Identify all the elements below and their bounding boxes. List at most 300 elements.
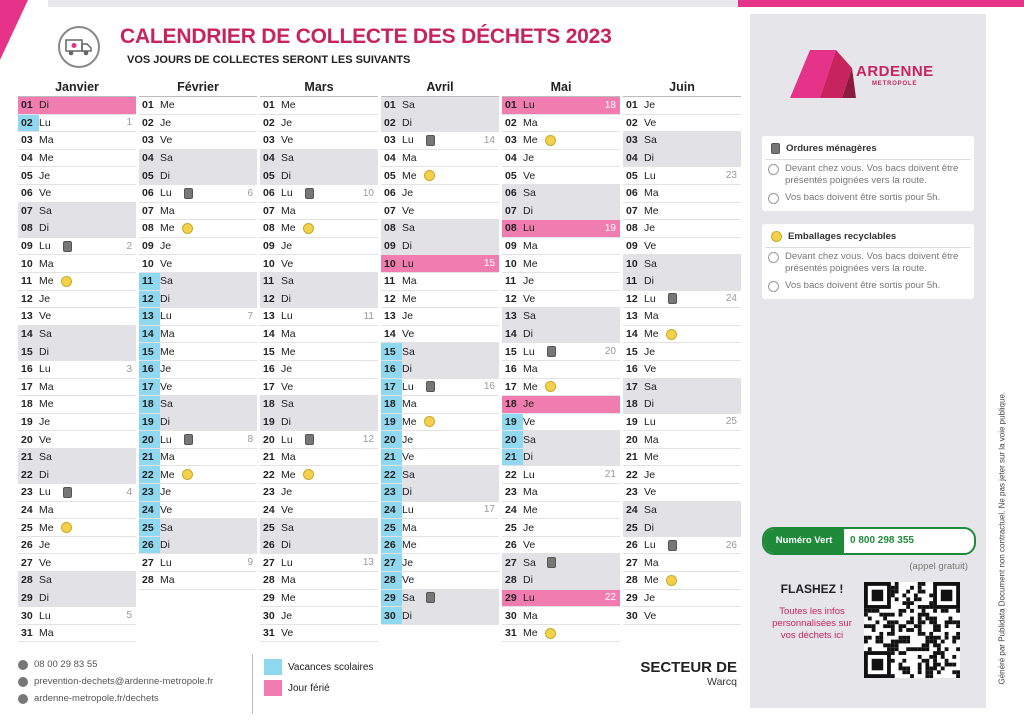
page-title: CALENDRIER DE COLLECTE DES DÉCHETS 2023 <box>120 25 612 48</box>
day-number: 07 <box>384 204 396 217</box>
recycle-bin-icon <box>303 223 314 234</box>
day-number: 18 <box>626 398 638 411</box>
recycle-bin-icon <box>545 628 556 639</box>
day-name: Me <box>644 451 659 464</box>
day-name: Je <box>281 116 293 129</box>
day-number: 21 <box>502 449 523 466</box>
day-name: Ma <box>402 152 417 165</box>
day-name: Ma <box>281 204 296 217</box>
day-number: 12 <box>263 292 275 305</box>
day-number: 25 <box>263 521 275 534</box>
day-number: 17 <box>381 379 402 396</box>
day-name: Ve <box>402 328 415 341</box>
day-row <box>381 343 499 361</box>
day-number: 14 <box>139 326 160 343</box>
day-number: 26 <box>505 539 517 552</box>
day-number: 20 <box>381 431 402 448</box>
day-number: 21 <box>381 449 402 466</box>
flash-text: Toutes les infos personnalisées sur vos déchets ici <box>772 606 852 641</box>
day-row <box>502 273 620 291</box>
day-name: Ve <box>281 134 294 147</box>
day-number: 03 <box>142 134 154 147</box>
day-row <box>623 255 741 273</box>
day-name: Sa <box>644 257 657 270</box>
day-row <box>502 291 620 309</box>
day-row <box>381 449 499 467</box>
day-name: Lu <box>160 187 172 200</box>
trash-bin-icon <box>426 592 435 603</box>
day-number: 24 <box>626 503 638 516</box>
day-number: 18 <box>381 396 402 413</box>
day-name: Lu <box>281 556 293 569</box>
day-name: Ve <box>39 433 52 446</box>
day-number: 29 <box>263 591 275 604</box>
day-name: Lu <box>39 609 51 622</box>
week-number: 12 <box>362 434 374 446</box>
clock-icon <box>768 193 779 204</box>
day-number: 07 <box>263 204 275 217</box>
day-number: 26 <box>139 537 160 554</box>
day-row <box>381 220 499 238</box>
month-column <box>381 79 499 625</box>
day-name: Me <box>160 345 175 358</box>
day-name: Di <box>281 539 291 552</box>
day-number: 17 <box>505 380 517 393</box>
day-number: 13 <box>139 308 160 325</box>
day-number: 12 <box>505 292 517 305</box>
day-row <box>18 414 136 432</box>
day-row <box>139 273 257 291</box>
day-row <box>260 607 378 625</box>
day-name: Di <box>523 328 533 341</box>
week-number: 13 <box>362 557 374 569</box>
day-row <box>18 291 136 309</box>
day-name: Lu <box>402 257 414 270</box>
day-number: 16 <box>21 363 33 376</box>
day-name: Di <box>281 169 291 182</box>
card-om-title: Ordures ménagères <box>786 143 877 154</box>
day-row <box>623 238 741 256</box>
day-number: 01 <box>384 99 396 112</box>
day-name: Je <box>160 116 172 129</box>
day-row <box>18 396 136 414</box>
day-name: Ve <box>160 134 173 147</box>
week-number: 2 <box>126 240 132 252</box>
day-row <box>502 308 620 326</box>
day-row <box>260 167 378 185</box>
day-name: Sa <box>160 275 173 288</box>
recycle-bin-icon <box>61 276 72 287</box>
day-name: Ma <box>523 116 538 129</box>
day-number: 20 <box>626 433 638 446</box>
day-row <box>381 203 499 221</box>
day-number: 08 <box>505 222 517 235</box>
day-name: Lu <box>523 591 535 604</box>
numero-vert[interactable] <box>762 527 976 555</box>
trash-bin-icon <box>426 135 435 146</box>
ardenne-logo <box>790 50 934 105</box>
day-number: 12 <box>626 292 638 305</box>
day-name: Ma <box>402 521 417 534</box>
sidebar <box>750 14 986 708</box>
day-name: Ve <box>160 503 173 516</box>
day-name: Lu <box>402 380 414 393</box>
day-number: 06 <box>384 187 396 200</box>
day-number: 27 <box>142 556 154 569</box>
day-number: 07 <box>626 204 638 217</box>
numero-vert-label: Numéro Vert <box>764 529 844 553</box>
day-name: Je <box>402 556 414 569</box>
day-name: Di <box>644 521 654 534</box>
day-number: 24 <box>263 503 275 516</box>
day-number: 20 <box>139 431 160 448</box>
day-number: 12 <box>384 292 396 305</box>
day-number: 01 <box>626 99 638 112</box>
day-name: Je <box>39 292 51 305</box>
day-name: Je <box>281 240 293 253</box>
day-name: Me <box>402 292 417 305</box>
day-row <box>139 572 257 590</box>
day-row <box>502 326 620 344</box>
day-row <box>18 625 136 643</box>
week-number: 5 <box>126 610 132 622</box>
day-name: Sa <box>281 398 294 411</box>
day-row <box>139 379 257 397</box>
day-number: 24 <box>139 502 160 519</box>
legend-ferie: Jour férié <box>288 682 330 694</box>
day-row <box>260 132 378 150</box>
day-number: 01 <box>505 99 517 112</box>
day-number: 28 <box>505 574 517 587</box>
week-number: 6 <box>247 187 253 199</box>
day-row <box>381 484 499 502</box>
day-number: 04 <box>263 152 275 165</box>
day-row <box>139 132 257 150</box>
appel-gratuit: (appel gratuit) <box>909 561 968 572</box>
day-row <box>139 203 257 221</box>
day-number: 27 <box>505 556 517 569</box>
day-name: Ve <box>644 486 657 499</box>
day-row <box>18 361 136 379</box>
day-row <box>623 590 741 608</box>
day-name: Ma <box>39 134 54 147</box>
day-number: 16 <box>381 361 402 378</box>
day-name: Sa <box>402 222 415 235</box>
day-number: 20 <box>21 433 33 446</box>
day-name: Ma <box>39 380 54 393</box>
day-row <box>381 590 499 608</box>
day-name: Me <box>281 345 296 358</box>
day-name: Ve <box>160 380 173 393</box>
day-row <box>623 326 741 344</box>
day-number: 24 <box>381 502 402 519</box>
day-number: 16 <box>505 363 517 376</box>
day-name: Ma <box>644 187 659 200</box>
logo-sub: METROPOLE <box>872 81 918 87</box>
day-row <box>18 343 136 361</box>
day-row <box>381 238 499 256</box>
day-row <box>381 414 499 432</box>
day-row <box>139 554 257 572</box>
day-row <box>381 519 499 537</box>
day-number: 05 <box>626 169 638 182</box>
recycle-bin-icon <box>666 329 677 340</box>
day-name: Ve <box>281 503 294 516</box>
day-number: 19 <box>381 414 402 431</box>
day-row <box>623 167 741 185</box>
phone-icon <box>18 660 28 670</box>
day-number: 19 <box>502 414 523 431</box>
day-row <box>623 519 741 537</box>
day-name: Sa <box>644 503 657 516</box>
day-row <box>381 554 499 572</box>
footer-phone[interactable]: 08 00 29 83 55 <box>34 659 98 670</box>
week-number: 14 <box>483 134 495 146</box>
day-number: 12 <box>21 292 33 305</box>
week-number: 15 <box>483 258 495 270</box>
day-name: Di <box>402 240 412 253</box>
day-row <box>623 361 741 379</box>
day-row <box>18 203 136 221</box>
day-row <box>139 115 257 133</box>
day-row <box>260 115 378 133</box>
flash-title: FLASHEZ ! <box>780 582 844 596</box>
week-number: 3 <box>126 363 132 375</box>
day-number: 22 <box>139 466 160 483</box>
week-number: 24 <box>725 293 737 305</box>
day-number: 03 <box>505 134 517 147</box>
day-name: Ve <box>402 204 415 217</box>
day-name: Ma <box>160 451 175 464</box>
day-row <box>381 537 499 555</box>
week-number: 26 <box>725 539 737 551</box>
day-number: 06 <box>626 187 638 200</box>
day-number: 13 <box>21 310 33 323</box>
day-name: Je <box>523 152 535 165</box>
day-name: Di <box>160 292 170 305</box>
day-number: 18 <box>505 398 517 411</box>
day-row <box>502 625 620 643</box>
day-row <box>260 238 378 256</box>
day-name: Ma <box>402 398 417 411</box>
day-number: 02 <box>505 116 517 129</box>
day-row <box>260 502 378 520</box>
day-number: 22 <box>263 468 275 481</box>
footer-web[interactable]: ardenne-metropole.fr/dechets <box>34 693 159 704</box>
card-em-title: Emballages recyclables <box>788 231 897 242</box>
day-number: 09 <box>263 240 275 253</box>
numero-vert-value: 0 800 298 355 <box>850 535 914 546</box>
day-number: 09 <box>142 240 154 253</box>
day-row <box>623 291 741 309</box>
day-number: 11 <box>626 275 638 288</box>
day-name: Di <box>39 99 49 112</box>
day-number: 16 <box>626 363 638 376</box>
day-name: Ve <box>39 310 52 323</box>
day-row <box>623 607 741 625</box>
day-name: Je <box>644 99 656 112</box>
footer-email[interactable]: prevention-dechets@ardenne-metropole.fr <box>34 676 214 687</box>
day-number: 09 <box>505 240 517 253</box>
day-row <box>18 484 136 502</box>
day-row <box>502 203 620 221</box>
corner-decoration <box>0 0 28 60</box>
side-vertical-text <box>992 330 1012 690</box>
day-row <box>260 220 378 238</box>
card-em-line2: Vos bacs doivent être sortis pour 5h. <box>785 280 941 291</box>
day-number: 27 <box>381 554 402 571</box>
day-name: Ma <box>644 556 659 569</box>
trash-bin-icon <box>668 540 677 551</box>
day-name: Je <box>644 222 656 235</box>
day-number: 09 <box>384 240 396 253</box>
day-row <box>623 308 741 326</box>
day-name: Ve <box>523 292 536 305</box>
day-row <box>18 132 136 150</box>
day-number: 26 <box>263 539 275 552</box>
day-row <box>18 379 136 397</box>
day-name: Ma <box>39 503 54 516</box>
day-row <box>502 431 620 449</box>
day-number: 23 <box>21 486 33 499</box>
secteur-value: Warcq <box>707 676 737 688</box>
recycle-bin-icon <box>424 416 435 427</box>
day-number: 19 <box>139 414 160 431</box>
legend-swatch-ferie <box>264 680 282 696</box>
day-name: Ma <box>281 574 296 587</box>
day-name: Me <box>644 574 659 587</box>
secteur <box>640 659 737 688</box>
day-row <box>381 326 499 344</box>
day-name: Sa <box>402 345 415 358</box>
day-name: Lu <box>523 345 535 358</box>
day-row <box>502 414 620 432</box>
day-number: 28 <box>263 574 275 587</box>
day-row <box>260 431 378 449</box>
day-number: 06 <box>21 187 33 200</box>
day-name: Ve <box>281 380 294 393</box>
day-row <box>139 519 257 537</box>
day-number: 07 <box>21 204 33 217</box>
week-number: 9 <box>247 557 253 569</box>
day-row <box>18 502 136 520</box>
month-column <box>502 79 620 642</box>
day-name: Di <box>402 363 412 376</box>
clock-icon <box>768 281 779 292</box>
week-number: 8 <box>247 434 253 446</box>
day-number: 25 <box>381 519 402 536</box>
day-number: 05 <box>263 169 275 182</box>
day-number: 22 <box>626 468 638 481</box>
day-number: 15 <box>263 345 275 358</box>
day-row <box>623 203 741 221</box>
day-number: 27 <box>21 556 33 569</box>
day-row <box>623 220 741 238</box>
day-number: 15 <box>21 345 33 358</box>
day-row <box>18 167 136 185</box>
day-row <box>623 431 741 449</box>
day-name: Je <box>402 310 414 323</box>
day-number: 07 <box>505 204 517 217</box>
day-number: 28 <box>626 574 638 587</box>
day-number: 11 <box>21 275 33 288</box>
day-name: Ve <box>523 169 536 182</box>
day-row <box>139 185 257 203</box>
day-number: 15 <box>626 345 638 358</box>
day-number: 19 <box>21 415 33 428</box>
day-row <box>623 466 741 484</box>
day-row <box>623 132 741 150</box>
qr-code[interactable] <box>864 582 960 678</box>
day-number: 23 <box>139 484 160 501</box>
day-number: 01 <box>263 99 275 112</box>
day-row <box>502 115 620 133</box>
day-name: Ve <box>523 539 536 552</box>
day-row <box>260 150 378 168</box>
day-row <box>260 308 378 326</box>
day-row <box>139 291 257 309</box>
day-name: Ma <box>160 328 175 341</box>
day-number: 28 <box>142 574 154 587</box>
day-number: 17 <box>626 380 638 393</box>
day-name: Ma <box>281 328 296 341</box>
card-emballages <box>762 224 974 299</box>
day-row <box>260 343 378 361</box>
day-name: Je <box>523 275 535 288</box>
day-number: 04 <box>505 152 517 165</box>
day-row <box>381 502 499 520</box>
day-number: 25 <box>505 521 517 534</box>
day-row <box>260 466 378 484</box>
day-row <box>139 414 257 432</box>
day-row <box>502 167 620 185</box>
day-row <box>260 554 378 572</box>
day-row <box>502 132 620 150</box>
day-row <box>139 466 257 484</box>
day-row <box>18 519 136 537</box>
day-row <box>260 361 378 379</box>
week-number: 7 <box>247 310 253 322</box>
day-row <box>18 466 136 484</box>
day-number: 30 <box>626 609 638 622</box>
day-row <box>139 361 257 379</box>
day-number: 19 <box>263 415 275 428</box>
day-number: 18 <box>139 396 160 413</box>
day-row <box>18 255 136 273</box>
day-number: 29 <box>381 590 402 607</box>
day-name: Di <box>402 486 412 499</box>
day-number: 21 <box>21 451 33 464</box>
day-number: 07 <box>142 204 154 217</box>
day-name: Ma <box>523 486 538 499</box>
trash-bin-icon <box>668 293 677 304</box>
day-name: Sa <box>160 398 173 411</box>
week-number: 1 <box>126 117 132 129</box>
day-number: 29 <box>626 591 638 604</box>
day-number: 04 <box>21 152 33 165</box>
day-row <box>260 537 378 555</box>
day-name: Ve <box>39 187 52 200</box>
day-row <box>139 97 257 115</box>
day-number: 15 <box>139 343 160 360</box>
day-name: Ve <box>644 363 657 376</box>
day-number: 03 <box>384 134 396 147</box>
day-number: 24 <box>505 503 517 516</box>
day-name: Lu <box>160 310 172 323</box>
week-number: 19 <box>604 222 616 234</box>
day-name: Me <box>281 468 296 481</box>
day-row <box>381 97 499 115</box>
